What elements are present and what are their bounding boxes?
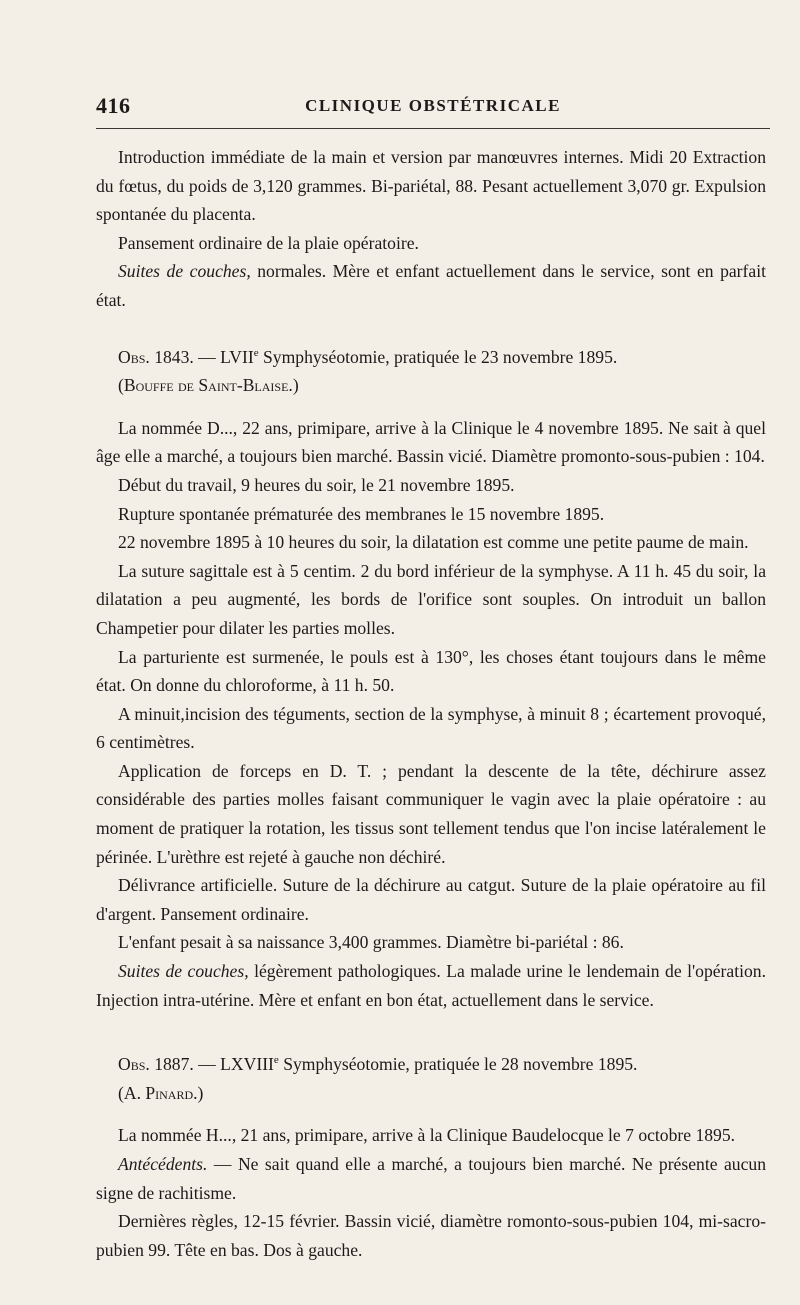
paragraph-text: légèrement pathologiques. La malade urine le lendemain de l'opération. Injection intra-utérine. Mère et enfant en bon état, actuellement dans le service. <box>96 961 766 1010</box>
running-title: CLINIQUE OBSTÉTRICALE <box>305 96 561 115</box>
obs-label: Obs. <box>118 1054 150 1075</box>
paragraph <box>96 957 766 1014</box>
paragraph: Application de forceps en D. T. ; pendant la descente de la tête, déchirure assez considérable des parties molles faisant communiquer le vagin avec la plaie opératoire : au moment de pratiquer la rotation, les tissus sont tellement tendus que l'on incise latéralement le périnée. L'urèthre est rejeté à gauche non déchiré. <box>96 760 766 867</box>
paragraph: Rupture spontanée prématurée des membranes le 15 novembre 1895. <box>118 503 605 524</box>
paragraph: La nommée H..., 21 ans, primipare, arrive à la Clinique Baudelocque le 7 octobre 1895. <box>118 1125 736 1146</box>
superscript: e <box>253 346 259 359</box>
observation-author: (Bouffe de Saint-Blaise.) <box>118 375 299 396</box>
paragraph: Pansement ordinaire de la plaie opératoire. <box>118 232 419 253</box>
paragraph: La nommée D..., 22 ans, primipare, arrive à la Clinique le 4 novembre 1895. Ne sait à quel âge elle a marché, a toujours bien marché. Bassin vicié. Diamètre promonto-sous-pubien : 104. <box>96 417 766 467</box>
observation-title <box>96 343 766 372</box>
paragraph <box>96 257 766 314</box>
paragraph: A minuit,incision des téguments, section de la symphyse, à minuit 8 ; écartement provoqué, 6 centimètres. <box>96 703 766 753</box>
paragraph: 22 novembre 1895 à 10 heures du soir, la dilatation est comme une petite paume de main. <box>118 532 749 553</box>
page-number: 416 <box>96 93 131 118</box>
obs-heading: Symphyséotomie, pratiquée le 28 novembre 1895. <box>278 1054 638 1075</box>
paragraph: La suture sagittale est à 5 centim. 2 du bord inférieur de la symphyse. A 11 h. 45 du soir, la dilatation a peu augmenté, les bords de l'orifice sont souples. On introduit un ballon Champetier pour dilater les parties molles. <box>96 560 766 638</box>
obs-number: 1843. — LVII <box>149 346 254 367</box>
paragraph: Début du travail, 9 heures du soir, le 21 novembre 1895. <box>118 474 515 495</box>
italic-phrase: Suites de couches, <box>118 261 251 282</box>
superscript: e <box>273 1054 279 1067</box>
header-rule <box>96 128 770 129</box>
observation-title <box>96 1050 766 1079</box>
paragraph <box>96 1150 766 1207</box>
paragraph-text: — Ne sait quand elle a marché, a toujours bien marché. Ne présente aucun signe de rachitisme. <box>96 1154 766 1203</box>
paragraph: La parturiente est surmenée, le pouls est à 130°, les choses étant toujours dans le même état. On donne du chloroforme, à 11 h. 50. <box>96 646 766 696</box>
paragraph: Introduction immédiate de la main et version par manœuvres internes. Midi 20 Extraction du fœtus, du poids de 3,120 grammes. Bi-pariétal, 88. Pesant actuellement 3,070 gr. Expulsion spontanée du placenta. <box>96 147 766 225</box>
italic-phrase: Suites de couches, <box>118 961 249 982</box>
paragraph: L'enfant pesait à sa naissance 3,400 grammes. Diamètre bi-pariétal : 86. <box>118 932 624 953</box>
italic-phrase: Antécédents. <box>118 1154 208 1174</box>
paragraph-text: normales. Mère et enfant actuellement dans le service, sont en parfait état. <box>96 261 766 310</box>
obs-number: 1887. — LXVIII <box>149 1054 274 1075</box>
obs-label: Obs. <box>118 346 150 367</box>
obs-heading: Symphyséotomie, pratiquée le 23 novembre 1895. <box>258 346 618 367</box>
paragraph: Délivrance artificielle. Suture de la déchirure au catgut. Suture de la plaie opératoire au fil d'argent. Pansement ordinaire. <box>96 875 766 924</box>
page-body <box>96 143 766 1264</box>
paragraph: Dernières règles, 12-15 février. Bassin vicié, diamètre romonto-sous-pubien 104, mi-sacro-pubien 99. Tête en bas. Dos à gauche. <box>96 1211 766 1260</box>
page-header <box>96 93 770 121</box>
observation-author: (A. Pinard.) <box>118 1082 204 1103</box>
